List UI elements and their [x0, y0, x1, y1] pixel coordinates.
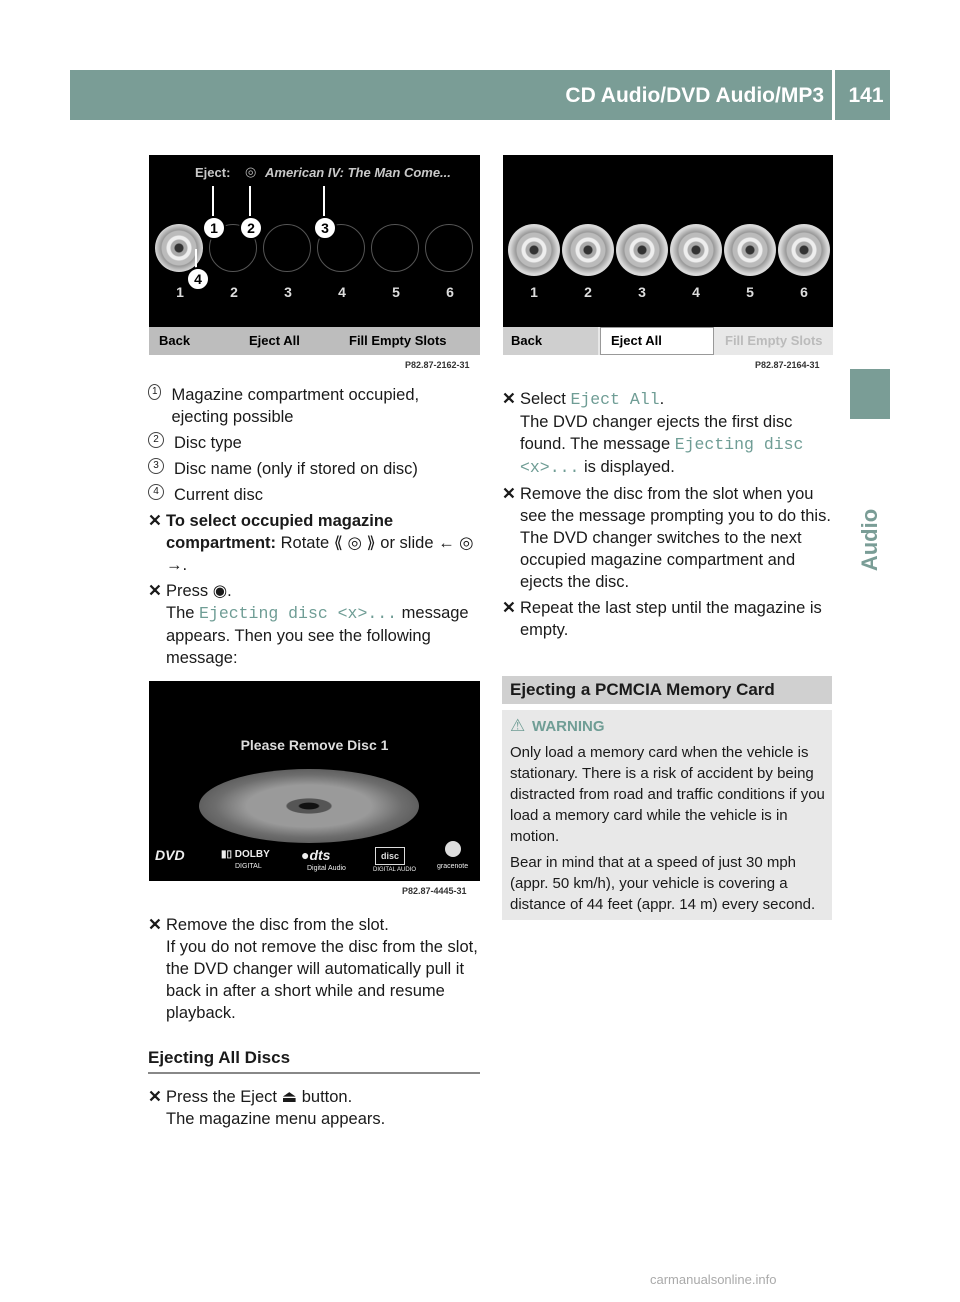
- eject-label: Eject:: [195, 165, 231, 180]
- callout-1: 1: [202, 216, 226, 240]
- callout-line: [323, 186, 325, 216]
- slot-ring: [371, 224, 419, 272]
- compact-disc-sub: DIGITAL AUDIO: [373, 867, 417, 873]
- step-arrow-icon: ✕: [502, 599, 516, 617]
- menu-fill-empty-slots[interactable]: Fill Empty Slots: [725, 333, 823, 348]
- screen-menu-bar: [149, 327, 480, 355]
- slot-number: 5: [746, 284, 754, 300]
- warning-title: WARNING: [532, 718, 605, 735]
- header-divider: [832, 70, 835, 120]
- menu-back[interactable]: Back: [159, 333, 191, 348]
- steps-remove: [148, 914, 484, 1024]
- figure-caption: P82.87-4445-31: [402, 886, 467, 896]
- step-item: ✕ Press ◉. The Ejecting disc <x>... message appears. Then you see the following message:: [148, 582, 469, 667]
- menu-fill-empty-slots[interactable]: Fill Empty Slots: [349, 333, 447, 348]
- remove-disc-screen: [149, 681, 480, 881]
- menu-eject-all[interactable]: Eject All: [249, 333, 300, 348]
- step-item: ✕ To select occupied magazine compartment: Rotate ⟪ ◎ ⟫ or slide ← ◎ →.: [148, 512, 474, 574]
- slot-number: 3: [638, 284, 646, 300]
- callout-4: 4: [186, 267, 210, 291]
- slot-number: 3: [284, 284, 292, 300]
- slot-number: 1: [530, 284, 538, 300]
- dolby-logo: ▮▯ DOLBY: [221, 849, 270, 860]
- step-arrow-icon: ✕: [148, 582, 162, 600]
- warning-para-2: Bear in mind that at a speed of just 30 mph (appr. 50 km/h), your vehicle is covering a distance of 44 feet (appr. 14 m) every second.: [510, 854, 816, 913]
- dolby-sub: DIGITAL: [235, 863, 262, 870]
- magazine-screen: [149, 155, 480, 355]
- figure-caption: P82.87-2162-31: [405, 360, 470, 370]
- step-item: ✕ Press the Eject ⏏ button. The magazine menu appears.: [148, 1088, 386, 1128]
- page-header: [70, 70, 890, 120]
- legend-item: 4 Current disc: [148, 484, 478, 506]
- menu-eject-all[interactable]: Eject All: [611, 333, 662, 348]
- slot-ring: [263, 224, 311, 272]
- header-title: CD Audio/DVD Audio/MP3: [565, 84, 824, 107]
- menu-back[interactable]: Back: [511, 333, 543, 348]
- slot-number: 5: [392, 284, 400, 300]
- legend-item: 3 Disc name (only if stored on disc): [148, 458, 478, 480]
- gracenote-logo: gracenote: [437, 863, 469, 870]
- step-arrow-icon: ✕: [148, 512, 162, 530]
- compact-disc-logo: disc: [375, 847, 405, 865]
- slot-number: 1: [176, 284, 184, 300]
- slot-number: 6: [800, 284, 808, 300]
- callout-3: 3: [313, 216, 337, 240]
- step-arrow-icon: ✕: [502, 485, 516, 503]
- section-heading-bar: [502, 676, 832, 704]
- disc-icon: [778, 224, 830, 276]
- dts-logo: ●dts: [301, 847, 331, 863]
- slot-number: 4: [692, 284, 700, 300]
- step-item: ✕ Select Eject All. The DVD changer ejects the first disc found. The message Ejecting disc <x>... is displayed.: [502, 390, 804, 477]
- step-arrow-icon: ✕: [148, 1088, 162, 1106]
- step-item: ✕ Repeat the last step until the magazine is empty.: [502, 599, 822, 639]
- remove-disc-message: Please Remove Disc 1: [240, 737, 389, 753]
- disc-illustration: [199, 769, 419, 843]
- dts-sub: Digital Audio: [307, 865, 346, 872]
- step-arrow-icon: ✕: [502, 390, 516, 408]
- disc-icon: [508, 224, 560, 276]
- section-heading: Ejecting a PCMCIA Memory Card: [510, 680, 775, 699]
- step-arrow-icon: ✕: [148, 916, 162, 934]
- step-item: ✕ Remove the disc from the slot when you see the message prompting you to do this. The DVD changer switches to the next occupied magazine compartment and ejects the disc.: [502, 485, 831, 591]
- disc-icon: [616, 224, 668, 276]
- legend-item: 2 Disc type: [148, 432, 478, 454]
- eject-all-screen: [503, 155, 833, 355]
- step-item: ✕ Remove the disc from the slot. If you do not remove the disc from the slot, the DVD changer will automatically pull it back in after a short while and resume playback.: [148, 916, 478, 1022]
- steps-select: [148, 510, 480, 669]
- warning-icon: ⚠: [510, 716, 526, 735]
- legend-list: [148, 384, 478, 506]
- slot-ring: [425, 224, 473, 272]
- screen-menu-bar: [503, 327, 833, 355]
- steps-eject-all: [148, 1086, 480, 1130]
- warning-box: [502, 710, 832, 920]
- slot-number: 4: [338, 284, 346, 300]
- slot-number: 2: [584, 284, 592, 300]
- side-label: Audio: [857, 508, 882, 572]
- disc-type-icon: ◎: [245, 164, 257, 179]
- disc-icon: [562, 224, 614, 276]
- callout-line: [249, 186, 251, 216]
- gracenote-icon: [445, 841, 461, 857]
- watermark: carmanualsonline.info: [650, 1272, 777, 1287]
- warning-para-1: Only load a memory card when the vehicle is stationary. There is a risk of accident by being distracted from road and traffic conditions if you load a memory card while the vehicle is in motion.: [510, 744, 825, 845]
- side-tab: [850, 369, 890, 419]
- slot-number: 6: [446, 284, 454, 300]
- figure-caption: P82.87-2164-31: [755, 360, 820, 370]
- dvd-logo: DVD: [155, 847, 185, 863]
- heading-rule: [148, 1072, 480, 1074]
- steps-right: [502, 388, 838, 641]
- disc-name: American IV: The Man Come...: [265, 165, 451, 180]
- page-number: 141: [848, 84, 884, 107]
- disc-icon: [670, 224, 722, 276]
- section-heading: Ejecting All Discs: [148, 1048, 291, 1067]
- disc-icon: [724, 224, 776, 276]
- callout-line: [195, 249, 197, 269]
- legend-item: 1 Magazine compartment occupied, ejecting possible: [148, 384, 478, 428]
- callout-line: [212, 186, 214, 216]
- callout-2: 2: [239, 216, 263, 240]
- slot-number: 2: [230, 284, 238, 300]
